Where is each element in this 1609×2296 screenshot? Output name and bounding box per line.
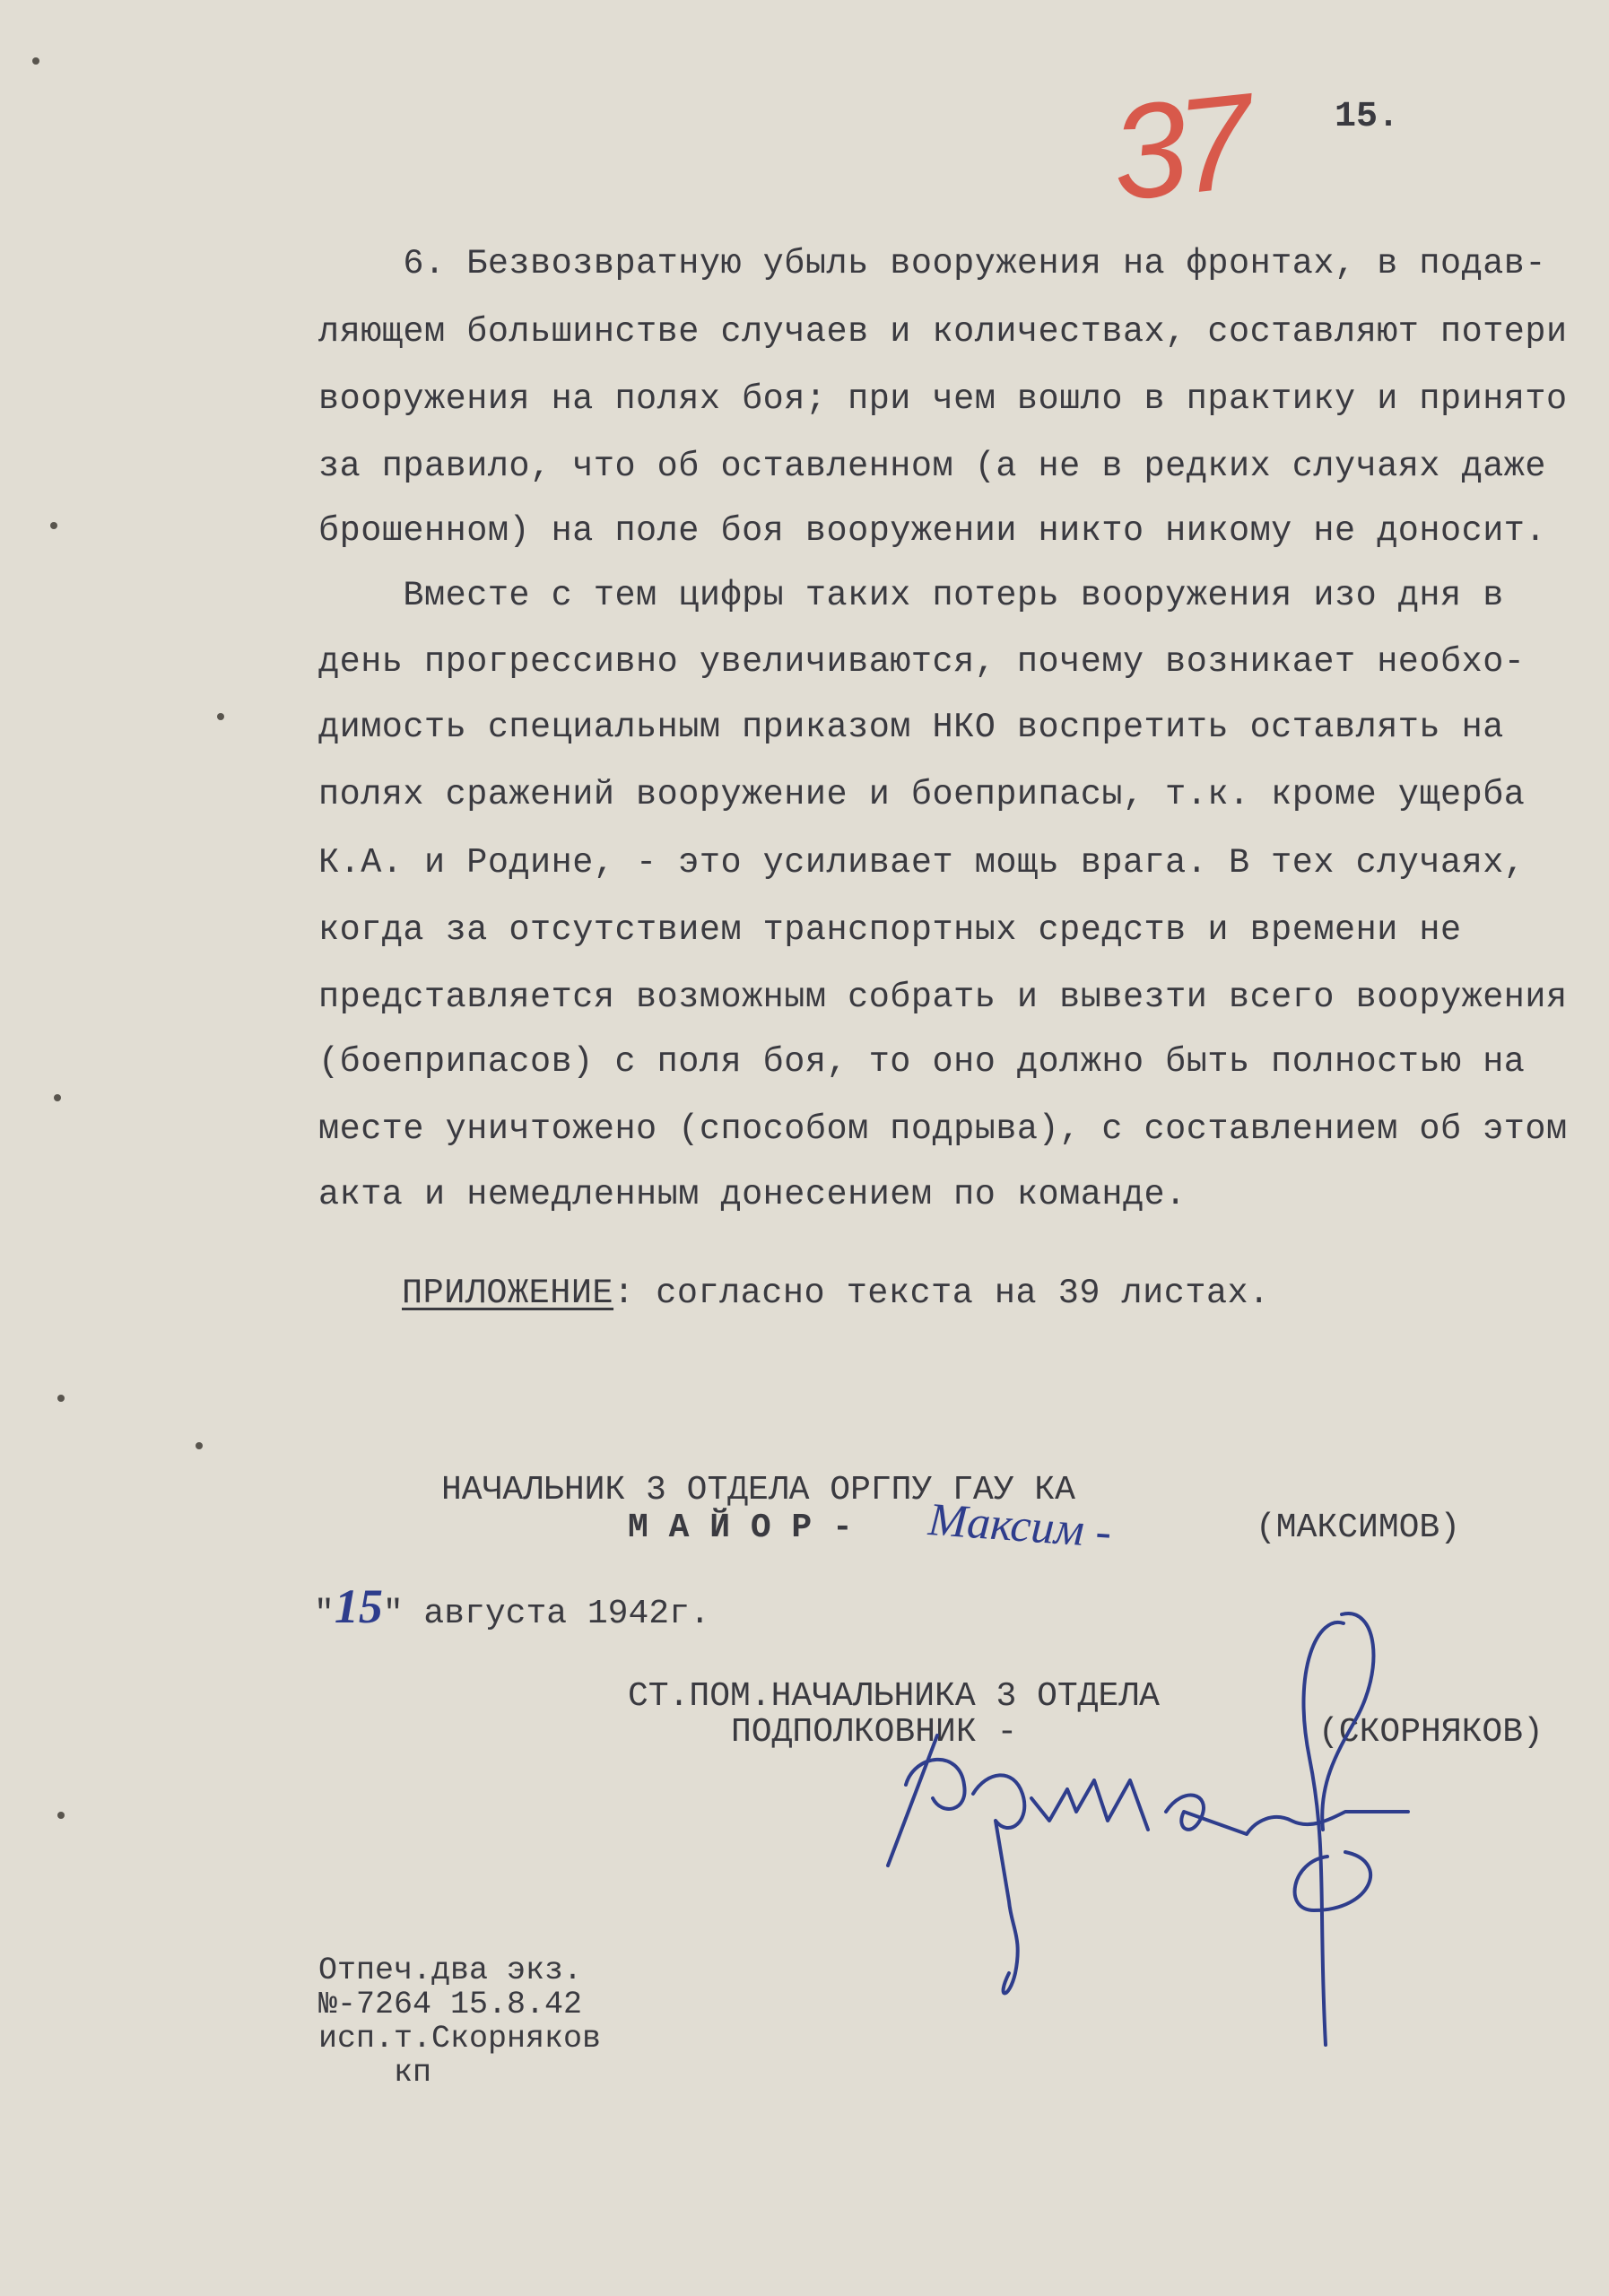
archive-folio-number: 37 [1104,65,1252,230]
body-line: 6. Безвозвратную убыль вооружения на фронтах, в подав- [318,244,1547,283]
signature-1-rank: М А Й О Р - [628,1509,853,1547]
body-line: день прогрессивно увеличиваются, почему возникает необхо- [318,642,1526,682]
body-line: за правило, что об оставленном (а не в редких случаях даже [318,447,1547,486]
body-line: полях сражений вооружение и боеприпасы, т.к. кроме ущерба [318,775,1526,814]
appendix-text: : согласно текста на 39 листах. [613,1274,1270,1313]
date-open-quote: " [314,1595,335,1633]
body-line: (боеприпасов) с поля боя, то оно должно быть полностью на [318,1042,1526,1082]
signature-1-title: НАЧАЛЬНИК 3 ОТДЕЛА ОРГПУ ГАУ КА [441,1471,1075,1509]
body-line: брошенном) на поле боя вооружении никто никому не доносит. [318,511,1547,551]
signature-1-handwritten: Мaксим - [926,1493,1113,1559]
body-line: К.А. и Родине, - это усиливает мощь врага. В тех случаях, [318,843,1526,883]
date-day: 15 [334,1579,383,1633]
body-line: ляющем большинстве случаев и количествах, составляют потери [318,312,1568,352]
footer-line: кп [318,2055,432,2091]
date-rest: " августа 1942г. [382,1595,710,1633]
body-line: представляется возможным собрать и вывезти всего вооружения [318,978,1568,1017]
body-line: когда за отсутствием транспортных средств и времени не [318,910,1462,950]
body-line: акта и немедленным донесением по команде. [318,1175,1187,1214]
signature-2-title: СТ.ПОМ.НАЧАЛЬНИКА 3 ОТДЕЛА [628,1677,1160,1716]
body-line: Вместе с тем цифры таких потерь вооружения изо дня в [318,576,1504,615]
body-line: месте уничтожено (способом подрыва), с составлением об этом [318,1109,1568,1149]
footer-line: Отпеч.два экз. [318,1952,583,1988]
signature-1-name: (МАКСИМОВ) [1256,1509,1461,1547]
footer-line: №-7264 15.8.42 [318,1987,583,2022]
footer-line: исп.т.Скорняков [318,2021,602,2057]
body-line: вооружения на полях боя; при чем вошло в практику и принято [318,379,1568,419]
signature-2-name: (СКОРНЯКОВ) [1318,1713,1544,1752]
body-line: димость специальным приказом НКО воспретить оставлять на [318,708,1504,747]
signature-2-rank: ПОДПОЛКОВНИК - [731,1713,1018,1752]
page-number: 15. [1335,97,1400,137]
appendix-label: ПРИЛОЖЕНИЕ [402,1274,614,1313]
